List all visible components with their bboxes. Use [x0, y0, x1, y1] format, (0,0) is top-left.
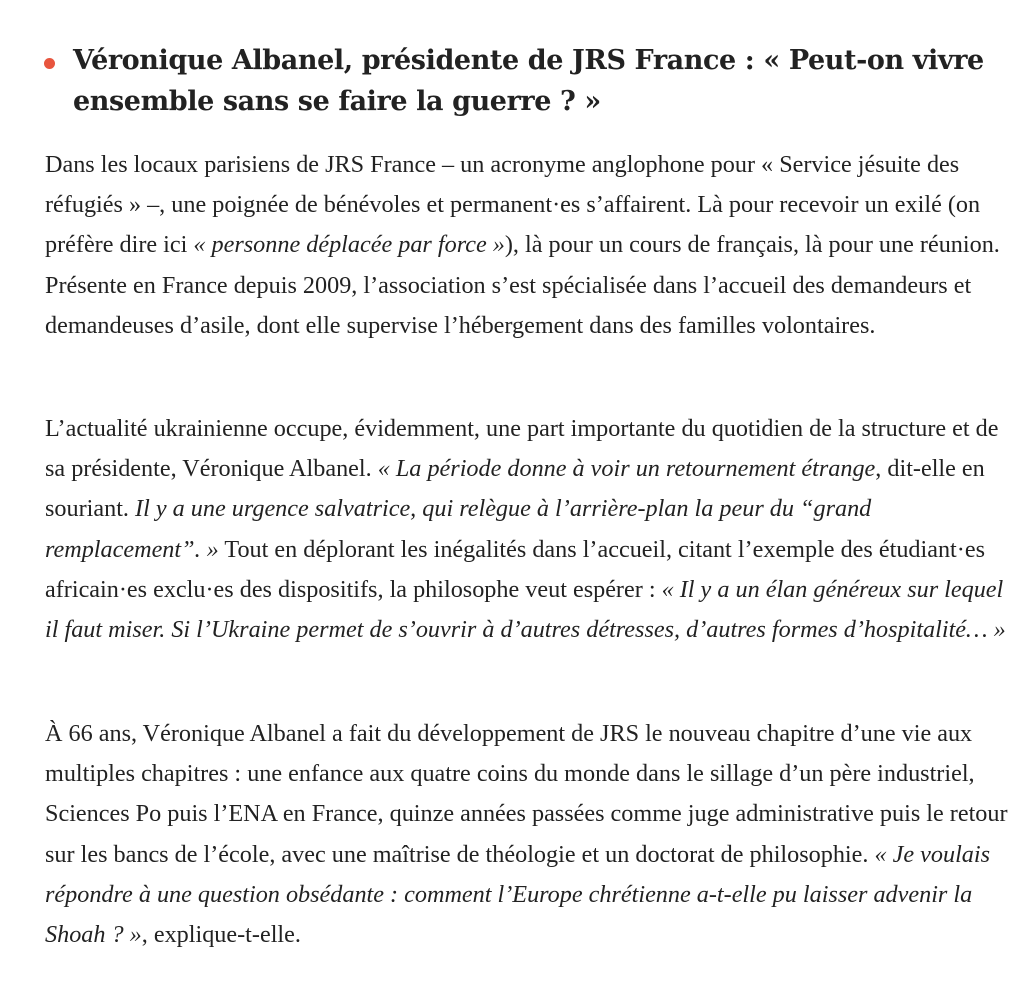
paragraph-quote: Il y a une urgence salvatrice, qui relègue à l’arrière-plan la peur du “grand remplacement”. » [45, 495, 872, 563]
paragraph-quote: « Je voulais répondre à une question obsédante : comment l’Europe chrétienne a-t-elle pu laisser advenir la Shoah ? » [45, 840, 991, 949]
paragraph-text: À 66 ans, Véronique Albanel a fait du développement de JRS le nouveau chapitre d’une vie aux multiples chapitres : une enfance aux quatre coins du monde dans le sillage d’un père industriel, Sciences Po puis l’ENA en France, quinze années passées comme juge administrative puis le retour sur les bancs de l’école, avec une maîtrise de théologie et un doctorat de philosophie. [45, 720, 1008, 868]
paragraph-text: ), là pour un cours de français, là pour une réunion. Présente en France depuis 2009, l’association s’est spécialisée dans l’accueil des demandeurs et demandeuses d’asile, dont elle supervise l’hébergement dans des familles volontaires. [45, 231, 1000, 339]
paragraph-quote: « Il y a un élan généreux sur lequel il faut miser. Si l’Ukraine permet de s’ouvrir à d’autres détresses, d’autres formes d’hospitalité… » [45, 575, 1006, 644]
paragraph-text: , explique-t-elle. [141, 921, 301, 949]
paragraph-text: Tout en déplorant les inégalités dans l’accueil, citant l’exemple des étudiant·es africain·es exclu·es des dispositifs, la philosophe veut espérer : [45, 535, 985, 603]
paragraph-text: Dans les locaux parisiens de JRS France – un acronyme anglophone pour « Service jésuite des réfugiés » –, une poignée de bénévoles et permanent·es s’affairent. Là pour recevoir un exilé (on préfère dire ici [45, 151, 981, 259]
paragraph-text: L’actualité ukrainienne occupe, évidemment, une part importante du quotidien de la structure et de sa présidente, Véronique Albanel. [45, 415, 999, 483]
paragraph-3 [45, 714, 1019, 955]
paragraph-2 [45, 409, 1019, 650]
paragraph-quote: « personne déplacée par force » [193, 231, 505, 259]
paragraph-text: , dit-elle en souriant. [45, 455, 985, 523]
section-heading: Véronique Albanel, présidente de JRS France : « Peut-on vivre ensemble sans se faire la guerre ? » [73, 45, 984, 117]
paragraph-quote: « La période donne à voir un retournement étrange [377, 455, 876, 483]
paragraph-1 [45, 145, 1019, 346]
dot-bullet-icon [44, 58, 55, 69]
